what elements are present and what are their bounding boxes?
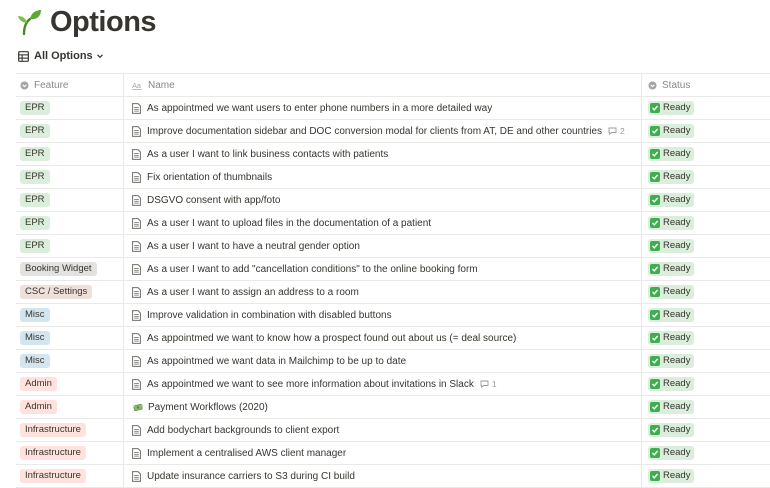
status-cell[interactable]: [642, 212, 770, 234]
status-badge: Ready: [648, 147, 694, 161]
name-cell[interactable]: [124, 396, 642, 418]
column-header-status[interactable]: Status: [642, 74, 770, 96]
status-cell[interactable]: [642, 396, 770, 418]
table-row[interactable]: [16, 258, 770, 281]
page-icon: [132, 195, 141, 206]
status-cell[interactable]: [642, 120, 770, 142]
status-cell[interactable]: [642, 465, 770, 487]
name-cell[interactable]: [124, 419, 642, 441]
status-badge: Ready: [648, 423, 694, 437]
status-cell[interactable]: [642, 97, 770, 119]
table-header: [16, 73, 770, 97]
feature-tag: EPR: [20, 170, 50, 184]
feature-cell[interactable]: [16, 258, 124, 280]
page-title-link[interactable]: Payment Workflows (2020): [148, 401, 268, 413]
feature-cell[interactable]: [16, 281, 124, 303]
page-title-link[interactable]: As a user I want to add "cancellation conditions" to the online booking form: [147, 263, 478, 275]
table-row[interactable]: [16, 212, 770, 235]
status-badge: Ready: [648, 216, 694, 230]
page-title-link[interactable]: Implement a centralised AWS client manager: [147, 447, 347, 459]
name-cell[interactable]: [124, 258, 642, 280]
page-title-link[interactable]: As appointmed we want to see more information about invitations in Slack: [147, 378, 474, 390]
name-cell[interactable]: [124, 97, 642, 119]
status-badge: Ready: [648, 469, 694, 483]
feature-tag: Misc: [20, 331, 50, 345]
name-cell[interactable]: [124, 350, 642, 372]
status-badge: Ready: [648, 285, 694, 299]
status-cell[interactable]: [642, 258, 770, 280]
status-badge: Ready: [648, 308, 694, 322]
checkmark-icon: [650, 402, 660, 412]
name-cell[interactable]: [124, 189, 642, 211]
name-cell[interactable]: [124, 373, 642, 395]
checkmark-icon: [650, 149, 660, 159]
name-cell[interactable]: [124, 304, 642, 326]
page-icon: [132, 264, 141, 275]
feature-cell[interactable]: [16, 304, 124, 326]
status-cell[interactable]: [642, 143, 770, 165]
feature-cell[interactable]: [16, 143, 124, 165]
name-cell[interactable]: [124, 143, 642, 165]
status-cell[interactable]: [642, 419, 770, 441]
table-row[interactable]: [16, 350, 770, 373]
feature-cell[interactable]: [16, 465, 124, 487]
status-cell[interactable]: [642, 327, 770, 349]
feature-tag: EPR: [20, 239, 50, 253]
status-cell[interactable]: [642, 281, 770, 303]
feature-tag: Infrastructure: [20, 446, 86, 460]
page-icon: [132, 310, 141, 321]
table-row[interactable]: [16, 304, 770, 327]
feature-cell[interactable]: [16, 120, 124, 142]
status-cell[interactable]: [642, 189, 770, 211]
table-row[interactable]: [16, 373, 770, 396]
page-icon: [132, 241, 141, 252]
checkmark-icon: [650, 425, 660, 435]
feature-tag: Infrastructure: [20, 423, 86, 437]
feature-tag: EPR: [20, 124, 50, 138]
comment-icon: [608, 127, 617, 135]
status-badge: Ready: [648, 377, 694, 391]
feature-tag: Misc: [20, 308, 50, 322]
table-row[interactable]: [16, 97, 770, 120]
table-icon: [18, 51, 29, 62]
feature-cell[interactable]: [16, 350, 124, 372]
table-row[interactable]: [16, 189, 770, 212]
page-title-link[interactable]: As appointmed we want data in Mailchimp to be up to date: [147, 355, 407, 367]
status-cell[interactable]: [642, 350, 770, 372]
checkmark-icon: [650, 287, 660, 297]
checkmark-icon: [650, 241, 660, 251]
page-title-link[interactable]: As a user I want to link business contacts with patients: [147, 148, 389, 160]
name-cell[interactable]: [124, 120, 642, 142]
feature-cell[interactable]: [16, 189, 124, 211]
comment-count[interactable]: 1: [480, 379, 497, 389]
name-cell[interactable]: [124, 327, 642, 349]
feature-tag: Misc: [20, 354, 50, 368]
status-cell[interactable]: [642, 235, 770, 257]
table-row[interactable]: [16, 235, 770, 258]
page-icon: [132, 126, 141, 137]
page-title-link[interactable]: Fix orientation of thumbnails: [147, 171, 273, 183]
status-cell[interactable]: [642, 166, 770, 188]
page-icon: [132, 448, 141, 459]
name-cell[interactable]: [124, 166, 642, 188]
checkmark-icon: [650, 172, 660, 182]
page-icon: [132, 287, 141, 298]
table-row[interactable]: [16, 419, 770, 442]
select-property-icon: [648, 81, 657, 90]
page-title-link[interactable]: Improve validation in combination with disabled buttons: [147, 309, 392, 321]
feature-cell[interactable]: [16, 373, 124, 395]
page-icon: [132, 471, 141, 482]
column-header-name[interactable]: Aa Name: [124, 74, 642, 96]
status-cell[interactable]: [642, 442, 770, 464]
feature-cell[interactable]: [16, 166, 124, 188]
feature-tag: Admin: [20, 377, 57, 391]
page-icon: [132, 379, 141, 390]
table-row[interactable]: [16, 166, 770, 189]
status-cell[interactable]: [642, 373, 770, 395]
page-icon: [132, 218, 141, 229]
chevron-down-icon: [96, 52, 104, 60]
name-cell[interactable]: [124, 281, 642, 303]
checkmark-icon: [650, 310, 660, 320]
checkmark-icon: [650, 471, 660, 481]
status-badge: Ready: [648, 446, 694, 460]
page-title-link[interactable]: Update insurance carriers to S3 during CI build: [147, 470, 355, 482]
feature-cell[interactable]: [16, 419, 124, 441]
checkmark-icon: [650, 103, 660, 113]
status-badge: Ready: [648, 400, 694, 414]
feature-tag: EPR: [20, 193, 50, 207]
feature-tag: Booking Widget: [20, 262, 97, 276]
table-row[interactable]: [16, 327, 770, 350]
comment-icon: [480, 380, 489, 388]
feature-cell[interactable]: [16, 97, 124, 119]
checkmark-icon: [650, 218, 660, 228]
page-title-link[interactable]: As a user I want to have a neutral gender option: [147, 240, 360, 252]
status-badge: Ready: [648, 124, 694, 138]
page-title-link[interactable]: Improve documentation sidebar and DOC conversion modal for clients from AT, DE and other countries: [147, 125, 603, 137]
checkmark-icon: [650, 379, 660, 389]
checkmark-icon: [650, 448, 660, 458]
status-badge: Ready: [648, 170, 694, 184]
name-cell[interactable]: [124, 212, 642, 234]
page-title: Options: [50, 5, 157, 38]
feature-tag: EPR: [20, 101, 50, 115]
checkmark-icon: [650, 333, 660, 343]
feature-tag: EPR: [20, 147, 50, 161]
feature-tag: CSC / Settings: [20, 285, 92, 299]
database-table: [16, 73, 770, 488]
table-row[interactable]: [16, 465, 770, 488]
page-title-link[interactable]: DSGVO consent with app/foto: [147, 194, 281, 206]
feature-cell[interactable]: [16, 327, 124, 349]
page-title-link[interactable]: Add bodychart backgrounds to client export: [147, 424, 340, 436]
feature-cell[interactable]: [16, 235, 124, 257]
feature-tag: Admin: [20, 400, 57, 414]
page-icon: [132, 172, 141, 183]
page-title-link[interactable]: As appointmed we want to know how a prospect found out about us (= deal source): [147, 332, 517, 344]
status-badge: Ready: [648, 101, 694, 115]
status-badge: Ready: [648, 262, 694, 276]
table-row[interactable]: [16, 143, 770, 166]
svg-text:Aa: Aa: [132, 80, 141, 90]
table-row[interactable]: [16, 281, 770, 304]
comment-count[interactable]: 2: [608, 126, 625, 136]
page-icon: [132, 103, 141, 114]
status-badge: Ready: [648, 239, 694, 253]
feature-tag: EPR: [20, 216, 50, 230]
checkmark-icon: [650, 356, 660, 366]
name-cell[interactable]: [124, 235, 642, 257]
name-cell[interactable]: [124, 465, 642, 487]
feature-cell[interactable]: [16, 442, 124, 464]
table-row[interactable]: [16, 120, 770, 143]
page-header: [16, 4, 156, 40]
money-wings-icon: [132, 402, 144, 413]
page-icon: [132, 333, 141, 344]
status-badge: Ready: [648, 193, 694, 207]
page-icon: [132, 149, 141, 160]
checkmark-icon: [650, 195, 660, 205]
page-title-link[interactable]: As appointmed we want users to enter phone numbers in a more detailed way: [147, 102, 493, 114]
page-icon: [132, 425, 141, 436]
status-badge: Ready: [648, 331, 694, 345]
table-row[interactable]: [16, 442, 770, 465]
name-cell[interactable]: [124, 442, 642, 464]
feature-tag: Infrastructure: [20, 469, 86, 483]
table-row[interactable]: [16, 396, 770, 419]
view-selector[interactable]: [18, 50, 104, 62]
page-title-link[interactable]: As a user I want to assign an address to a room: [147, 286, 359, 298]
feature-cell[interactable]: [16, 212, 124, 234]
checkmark-icon: [650, 264, 660, 274]
view-label: All Options: [34, 50, 93, 62]
page-icon: [132, 356, 141, 367]
select-property-icon: [20, 81, 29, 90]
sprout-icon: [16, 9, 42, 35]
page-title-link[interactable]: As a user I want to upload files in the documentation of a patient: [147, 217, 432, 229]
status-cell[interactable]: [642, 304, 770, 326]
status-badge: Ready: [648, 354, 694, 368]
feature-cell[interactable]: [16, 396, 124, 418]
text-property-icon: [132, 81, 143, 90]
column-header-feature[interactable]: Feature: [16, 74, 124, 96]
checkmark-icon: [650, 126, 660, 136]
